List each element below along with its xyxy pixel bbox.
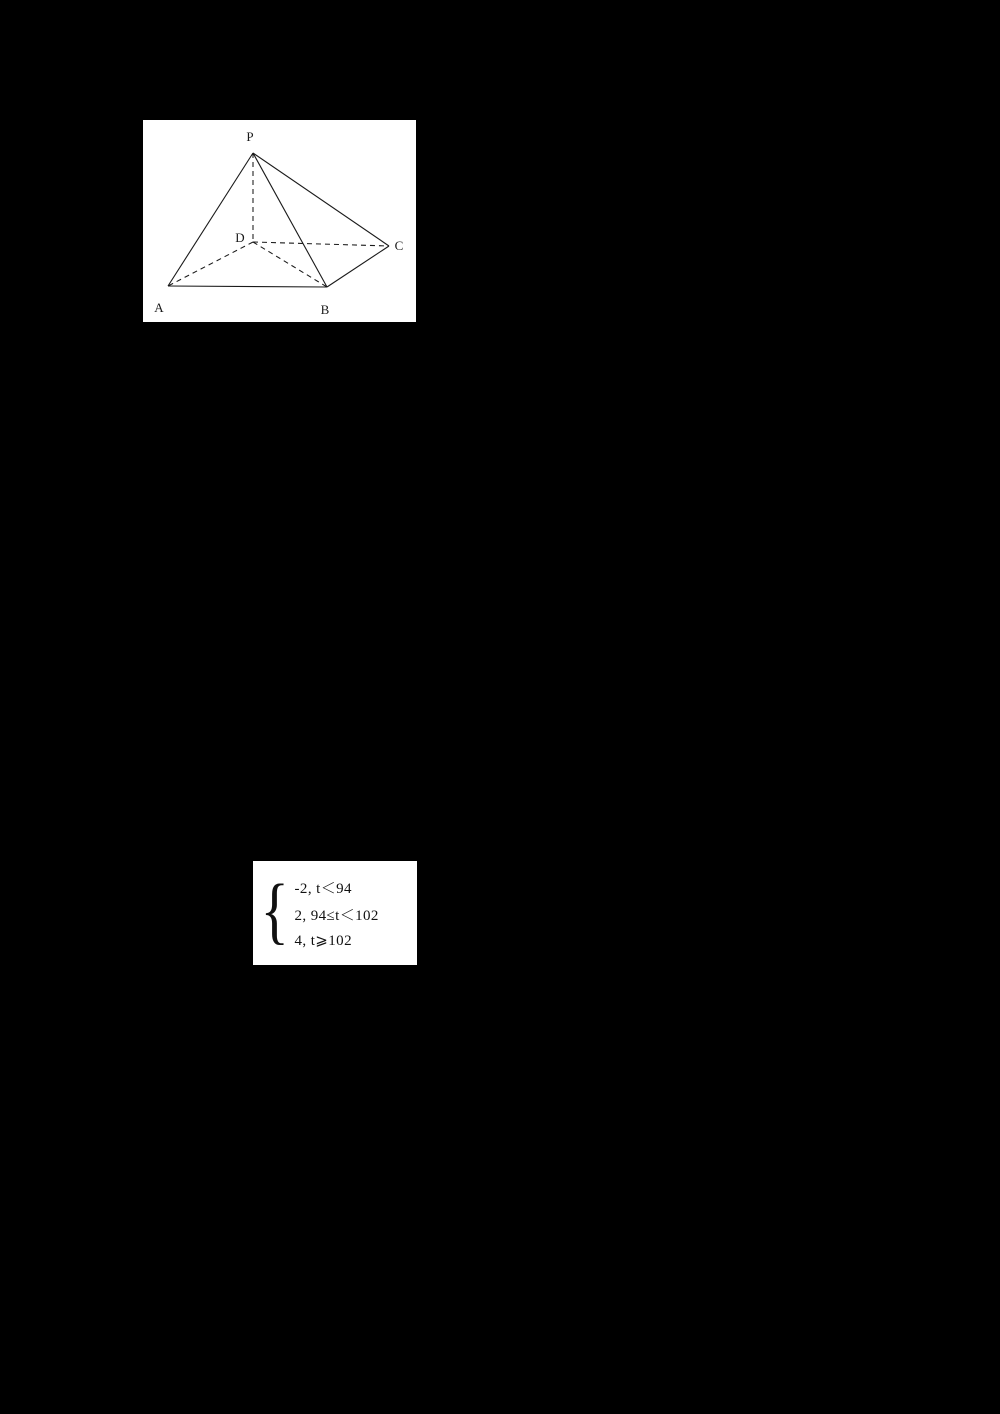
- vertex-label-a: A: [154, 300, 164, 315]
- piecewise-case-2: 2, 94≤t＜102: [294, 907, 379, 924]
- pyramid-figure: [143, 120, 416, 322]
- piecewise-cases: [295, 877, 379, 950]
- piecewise-inner: { -2, t＜94 2, 94≤t＜102 4, t⩾102: [260, 870, 379, 952]
- piecewise-figure: [253, 861, 417, 965]
- pyramid-solid-edges: [168, 153, 389, 287]
- vertex-label-p: P: [246, 129, 254, 144]
- vertex-label-c: C: [394, 238, 404, 253]
- piecewise-case-3: 4, t⩾102: [294, 932, 352, 949]
- piecewise-case-1: -2, t＜94: [294, 880, 352, 897]
- vertex-label-b: B: [320, 302, 330, 317]
- pyramid-diagram: [143, 120, 416, 322]
- pyramid-hidden-edges: [168, 153, 389, 287]
- vertex-label-d: D: [235, 230, 245, 245]
